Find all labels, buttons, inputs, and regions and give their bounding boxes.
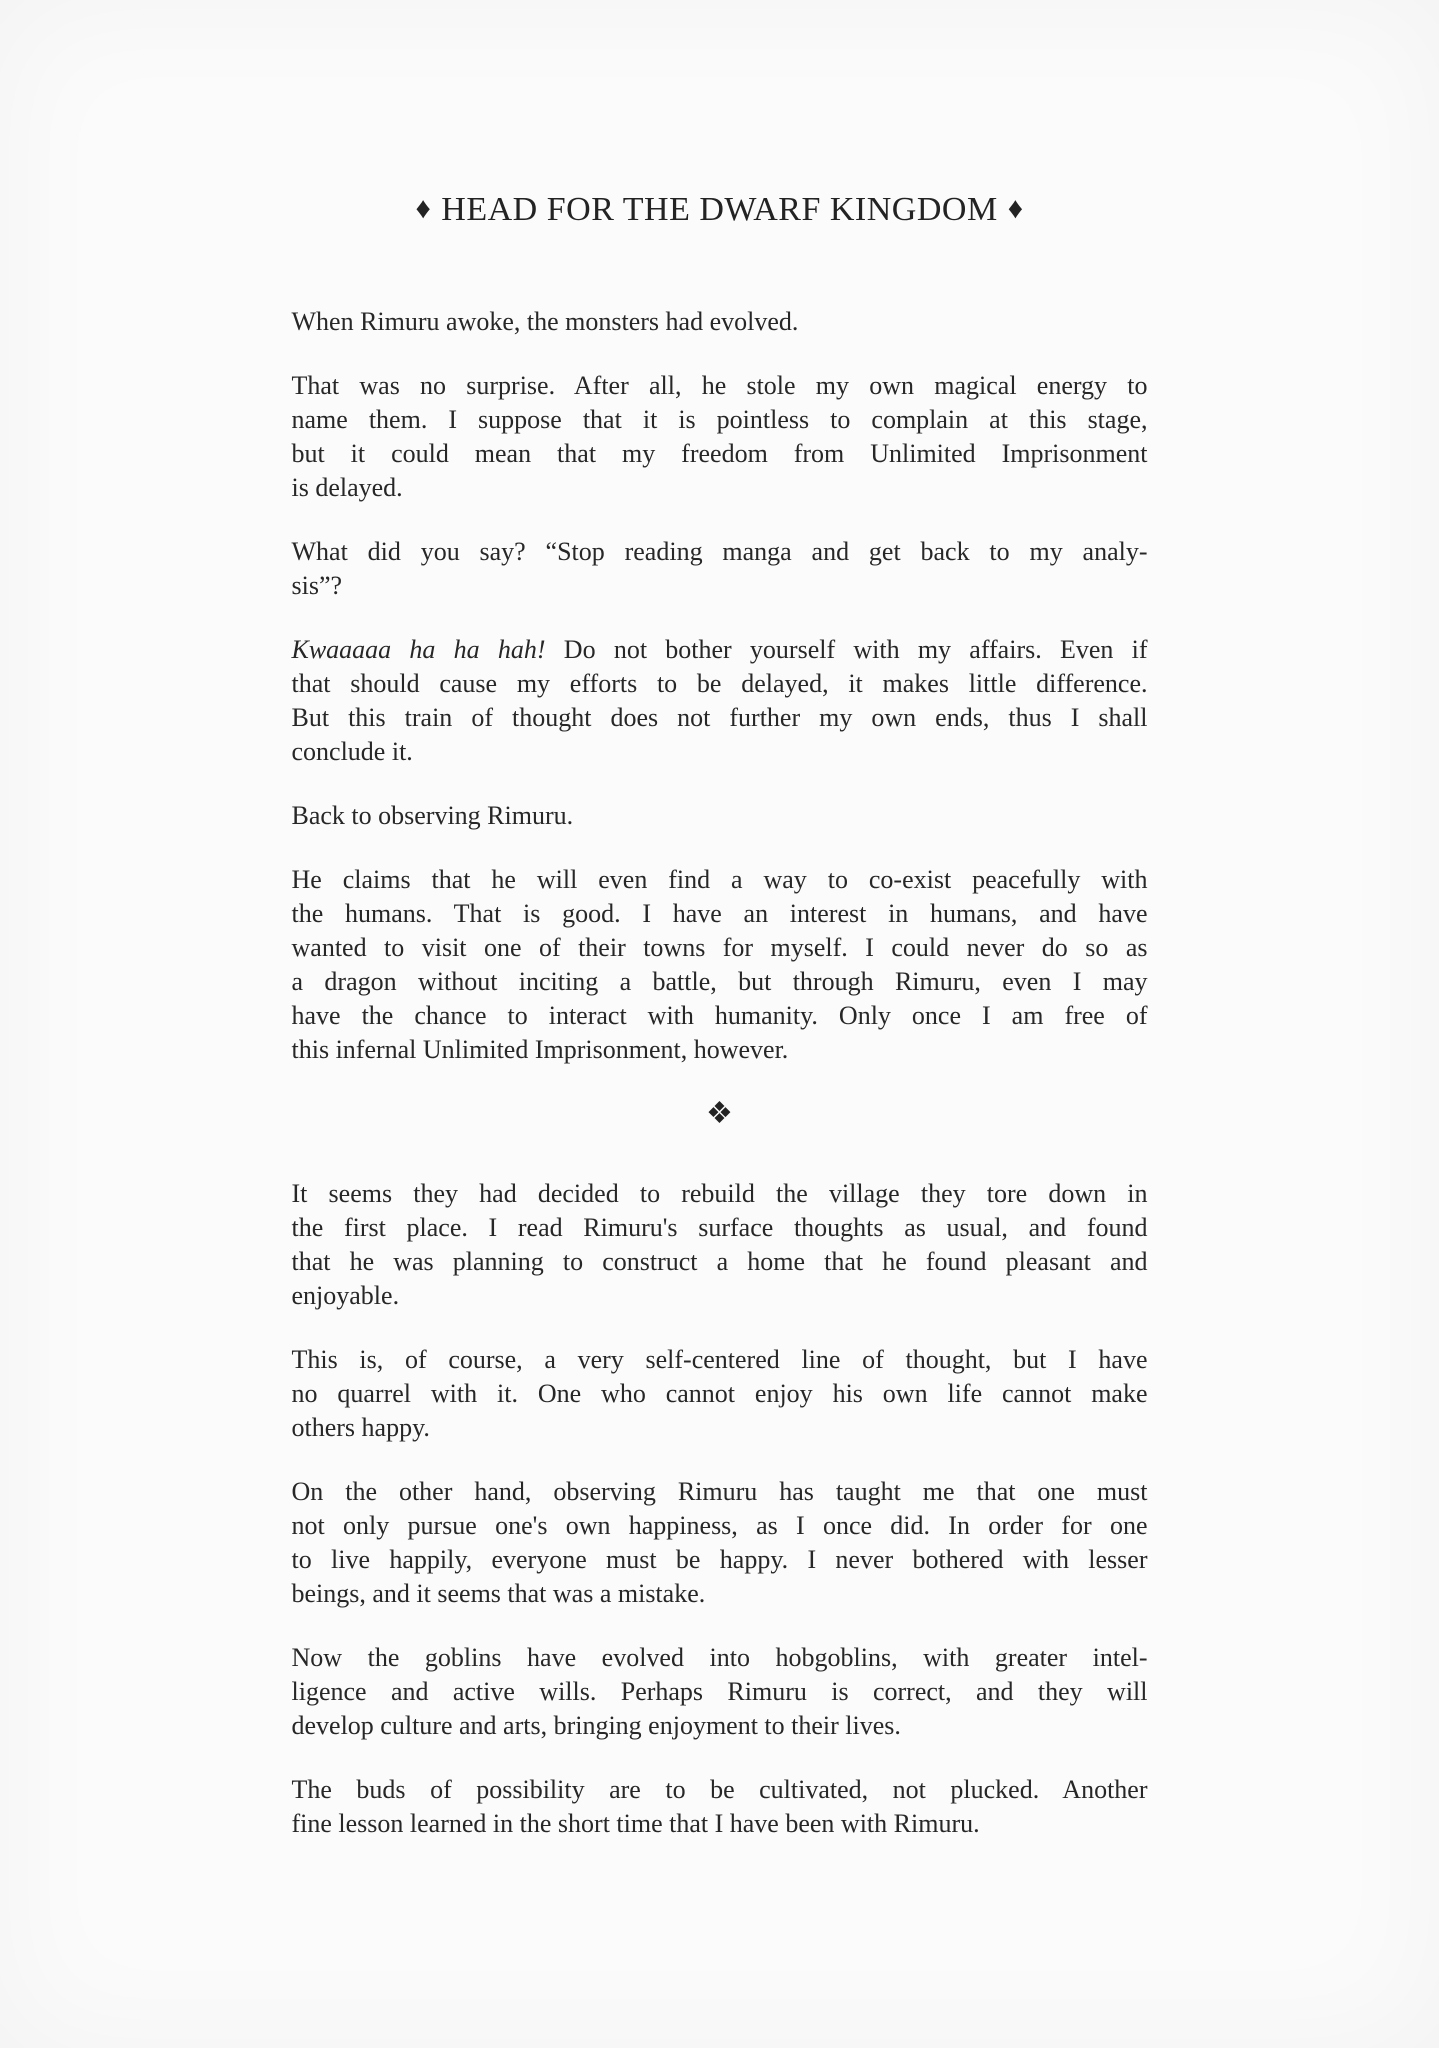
text-line: this infernal Unlimited Imprisonment, however. [291, 1035, 789, 1064]
paragraph [292, 305, 1148, 339]
paragraph [292, 1177, 1148, 1313]
chapter-title-text: HEAD FOR THE DWARF KINGDOM [441, 191, 998, 228]
diamond-ornament-left-icon: ♦ [415, 192, 432, 225]
text-line: But this train of thought does not further my own ends, thus I shall [291, 703, 1148, 732]
text-line: sis”? [291, 571, 343, 600]
paragraph [292, 863, 1148, 1067]
paragraph [292, 1641, 1148, 1743]
text-line: Back to observing Rimuru. [291, 801, 574, 830]
text-line: Kwaaaaa ha ha hah! Do not bother yourself with my affairs. Even if [291, 635, 1148, 664]
text-line: ligence and active wills. Perhaps Rimuru is correct, and they will [291, 1677, 1148, 1706]
section-divider-ornament-icon: ❖ [706, 1097, 733, 1130]
diamond-ornament-right-icon: ♦ [1007, 192, 1024, 225]
text-line: not only pursue one's own happiness, as I once did. In order for one [291, 1511, 1148, 1540]
text-line: the humans. That is good. I have an interest in humans, and have [291, 899, 1148, 928]
paragraph [292, 1475, 1148, 1611]
text-line: others happy. [291, 1413, 430, 1442]
text-line: What did you say? “Stop reading manga and get back to my analy- [291, 537, 1148, 566]
paragraph [292, 799, 1148, 833]
text-line: That was no surprise. After all, he stole my own magical energy to [291, 371, 1148, 400]
text-line: that should cause my efforts to be delayed, it makes little difference. [291, 669, 1148, 698]
text-line: fine lesson learned in the short time that I have been with Rimuru. [291, 1809, 980, 1838]
paragraph [292, 369, 1148, 505]
text-line: name them. I suppose that it is pointless to complain at this stage, [291, 405, 1148, 434]
text-line: no quarrel with it. One who cannot enjoy his own life cannot make [291, 1379, 1148, 1408]
text-line: the first place. I read Rimuru's surface thoughts as usual, and found [291, 1213, 1148, 1242]
text-line: On the other hand, observing Rimuru has taught me that one must [291, 1477, 1148, 1506]
text-line: It seems they had decided to rebuild the village they tore down in [291, 1179, 1148, 1208]
text-line: develop culture and arts, bringing enjoyment to their lives. [291, 1711, 901, 1740]
text-line: is delayed. [291, 473, 403, 502]
text-line: wanted to visit one of their towns for myself. I could never do so as [291, 933, 1148, 962]
text-line: to live happily, everyone must be happy. I never bothered with lesser [291, 1545, 1148, 1574]
text-line: beings, and it seems that was a mistake. [291, 1579, 706, 1608]
text-line: but it could mean that my freedom from Unlimited Imprisonment [291, 439, 1148, 468]
paragraph [292, 1773, 1148, 1841]
text-line: enjoyable. [291, 1281, 400, 1310]
text-line: The buds of possibility are to be cultivated, not plucked. Another [291, 1775, 1148, 1804]
text-line: When Rimuru awoke, the monsters had evolved. [291, 307, 799, 336]
text-line: This is, of course, a very self-centered line of thought, but I have [291, 1345, 1148, 1374]
chapter-body [292, 305, 1148, 1841]
text-line: have the chance to interact with humanity. Only once I am free of [291, 1001, 1148, 1030]
text-line: conclude it. [291, 737, 413, 766]
text-line: He claims that he will even find a way to co-exist peacefully with [291, 865, 1148, 894]
text-line: that he was planning to construct a home that he found pleasant and [291, 1247, 1148, 1276]
paragraph [292, 1343, 1148, 1445]
text-line: a dragon without inciting a battle, but through Rimuru, even I may [291, 967, 1148, 996]
paragraph [292, 535, 1148, 603]
paragraph [292, 633, 1148, 769]
chapter-title [0, 0, 1439, 231]
text-line: Now the goblins have evolved into hobgoblins, with greater intel- [291, 1643, 1148, 1672]
